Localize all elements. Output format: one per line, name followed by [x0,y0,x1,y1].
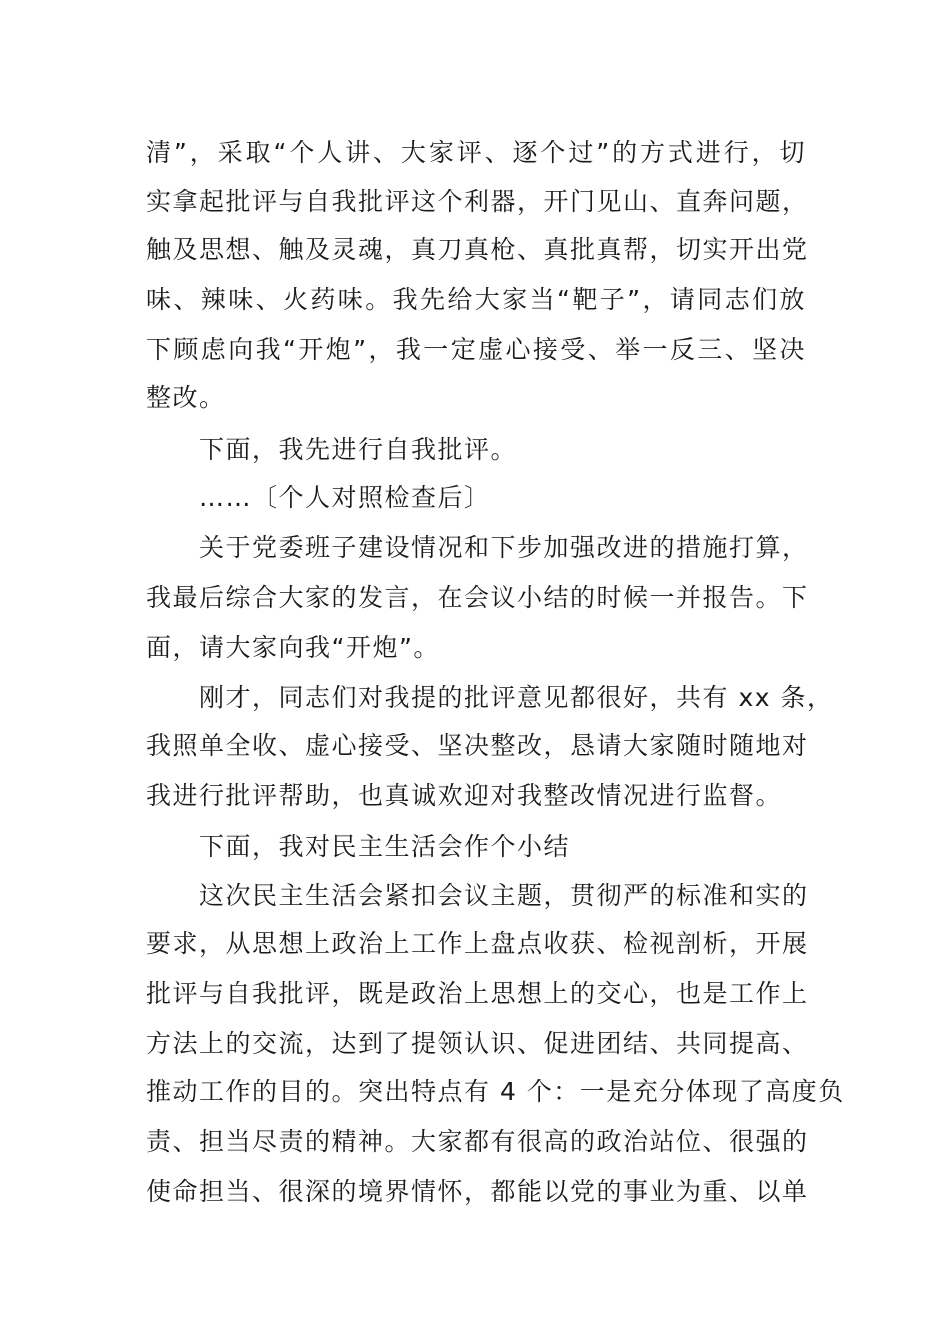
text-line: 关于党委班子建设情况和下步加强改进的措施打算， [199,533,809,562]
text-line: 我照单全收、虚心接受、坚决整改，恳请大家随时随地对 [146,731,809,760]
text-line: 触及思想、触及灵魂，真刀真枪、真批真帮，切实开出党 [146,235,809,264]
text-line: 实拿起批评与自我批评这个利器，开门见山、直奔问题， [146,187,809,216]
text-line: ……〔个人对照检查后〕 [199,483,491,512]
text-line: 面，请大家向我“开炮”。 [146,633,440,662]
text-line: 批评与自我批评，既是政治上思想上的交心，也是工作上 [146,979,809,1008]
text-line: 清”，采取“个人讲、大家评、逐个过”的方式进行，切 [146,138,806,167]
text-line: 这次民主生活会紧扣会议主题，贯彻严的标准和实的 [199,881,809,910]
text-line: 我最后综合大家的发言，在会议小结的时候一并报告。下 [146,583,809,612]
text-line: 下面，我对民主生活会作个小结 [199,832,571,861]
text-line: 推动工作的目的。突出特点有 4 个：一是充分体现了高度负 [146,1077,845,1106]
text-line: 整改。 [146,383,226,412]
text-line: 刚才，同志们对我提的批评意见都很好，共有 xx 条， [199,683,834,712]
text-line: 味、辣味、火药味。我先给大家当“靶子”，请同志们放 [146,285,806,314]
text-line: 下面，我先进行自我批评。 [199,435,518,464]
text-line: 使命担当、很深的境界情怀，都能以党的事业为重、以单 [146,1177,809,1206]
text-line: 要求，从思想上政治上工作上盘点收获、检视剖析，开展 [146,929,809,958]
text-line: 责、担当尽责的精神。大家都有很高的政治站位、很强的 [146,1127,809,1156]
text-line: 方法上的交流，达到了提领认识、促进团结、共同提高、 [146,1029,809,1058]
text-line: 下顾虑向我“开炮”，我一定虚心接受、举一反三、坚决 [146,335,806,364]
text-line: 我进行批评帮助，也真诚欢迎对我整改情况进行监督。 [146,781,783,810]
